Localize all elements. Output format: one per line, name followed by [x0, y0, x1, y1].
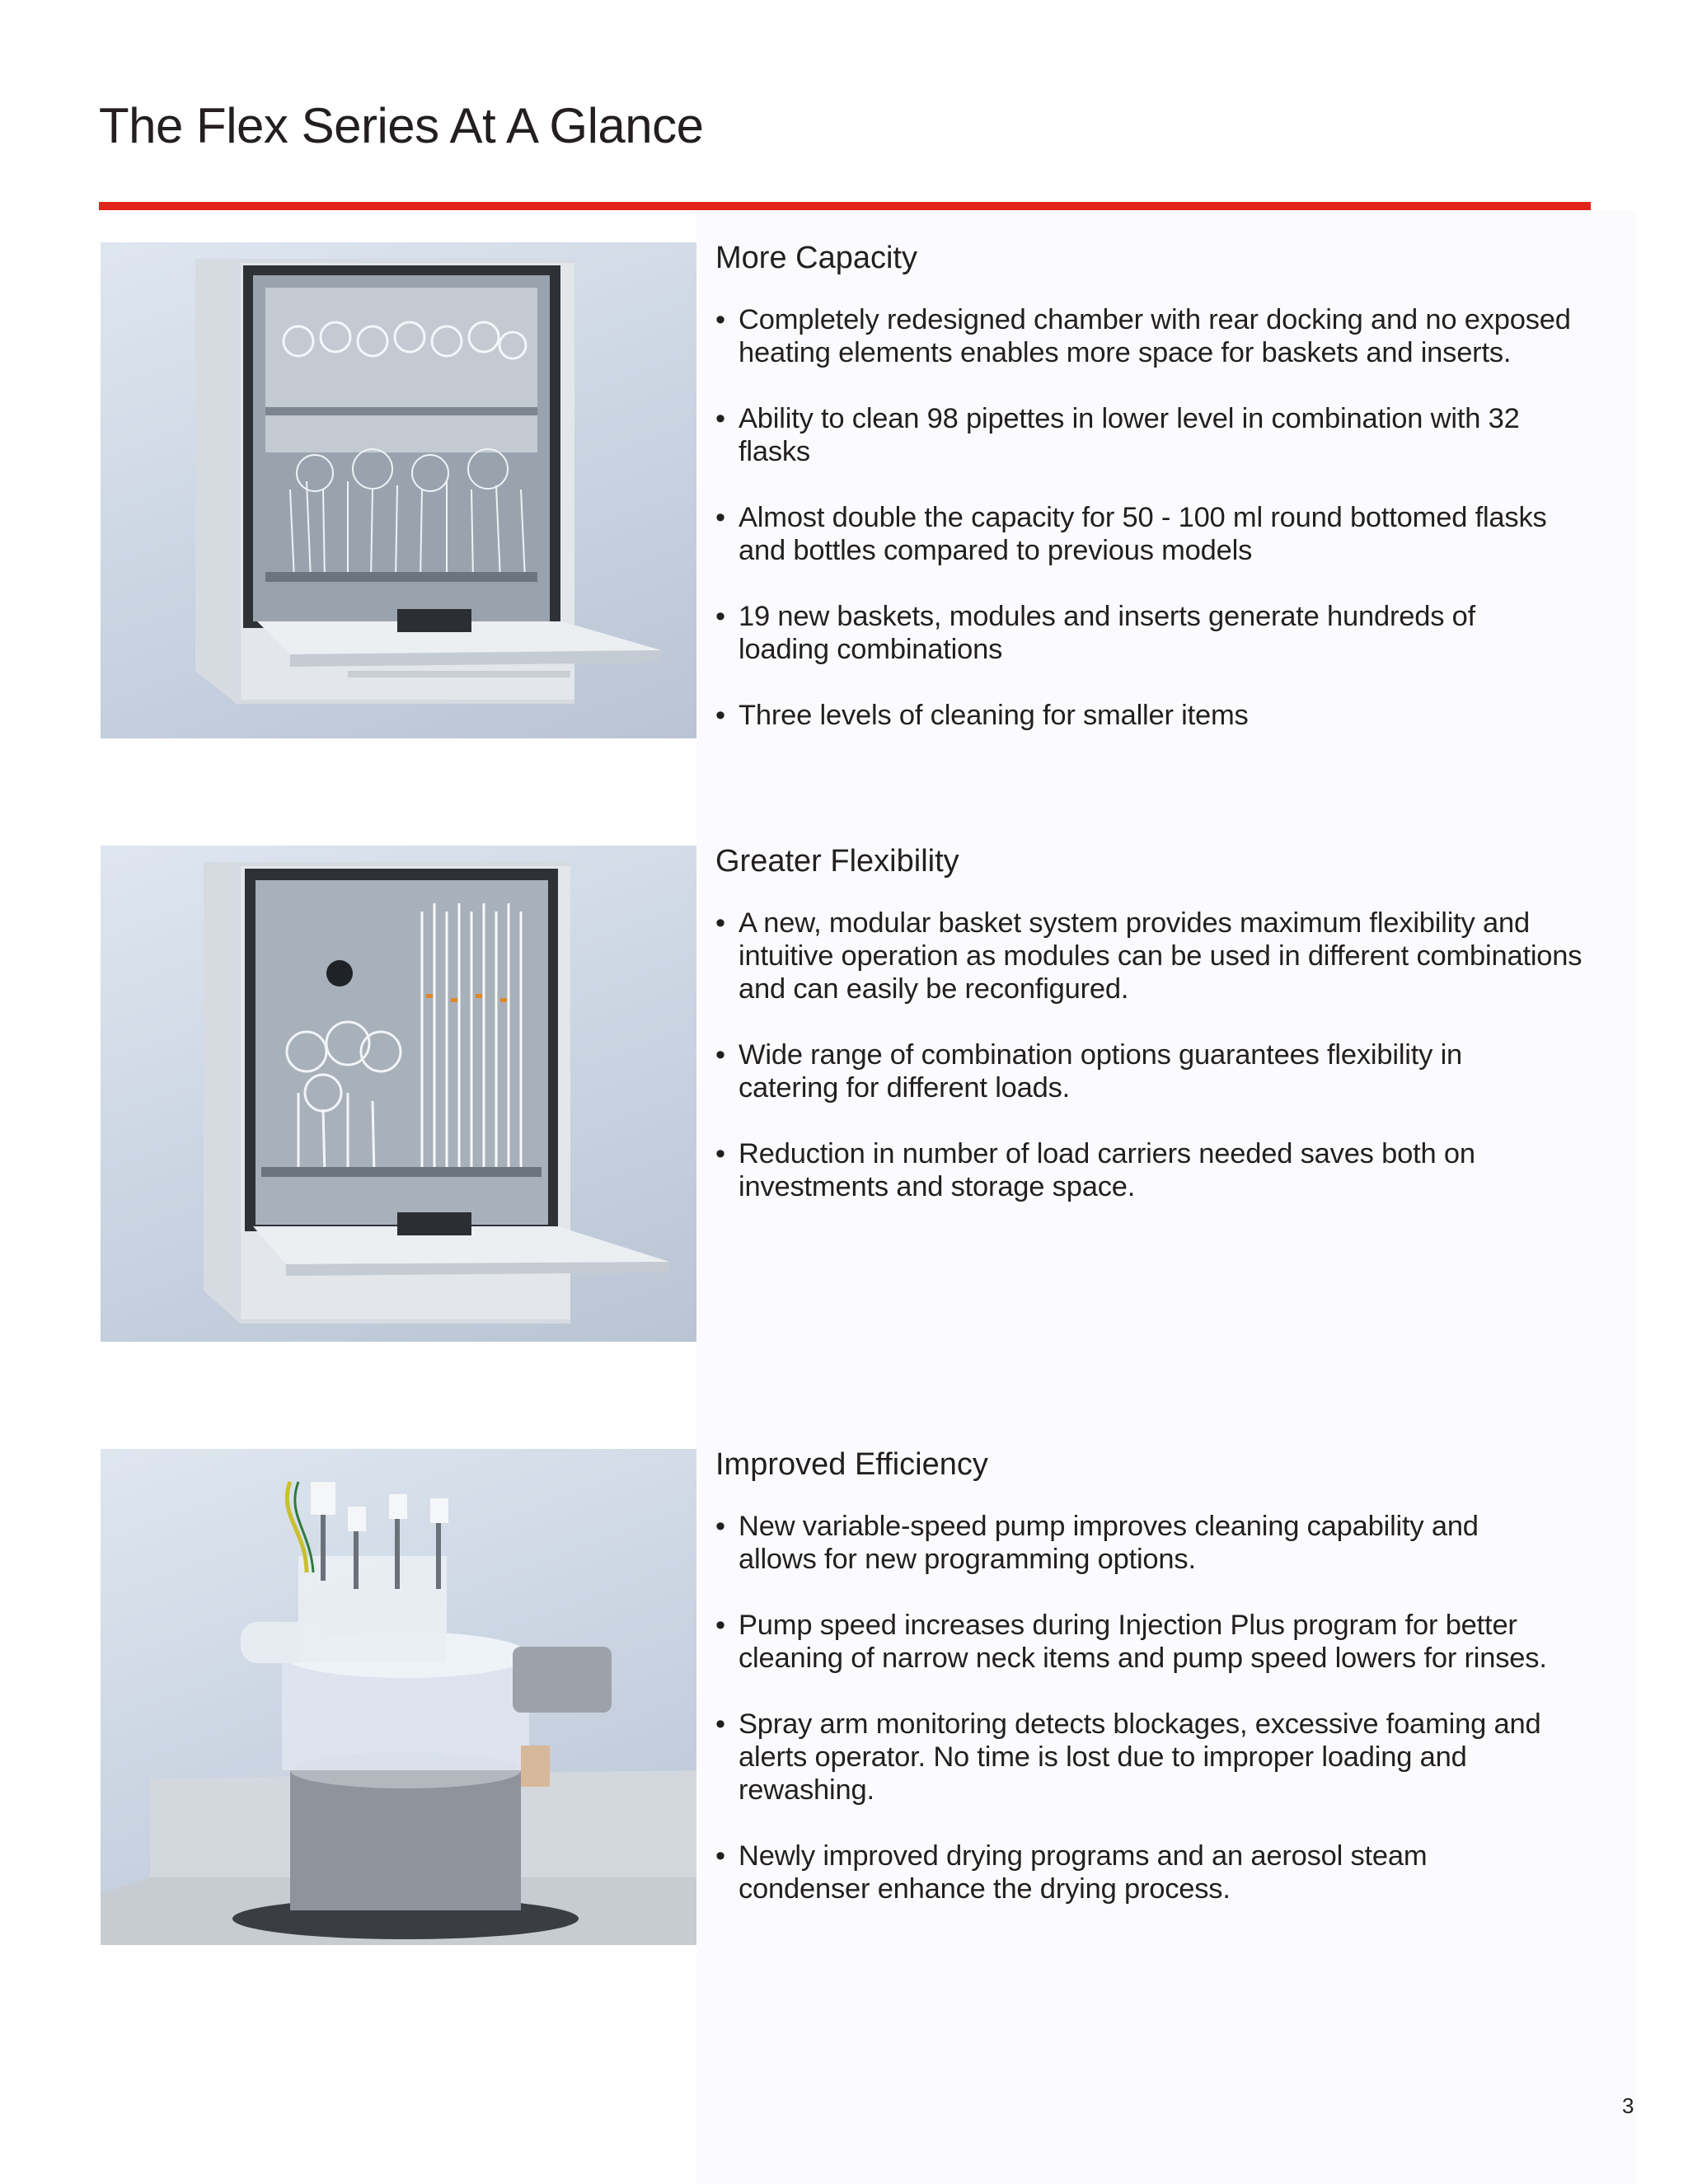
bullet-icon: • [715, 907, 725, 939]
bullet-list [715, 303, 1606, 732]
bullet-item: • Newly improved drying programs and an aerosol steam condenser enhance the drying process. [715, 1840, 1428, 1905]
bullet-icon: • [715, 1708, 725, 1740]
bullet-icon: • [715, 304, 725, 335]
bullet-item: • Wide range of combination options guarantees flexibility in catering for different loads. [715, 1039, 1463, 1104]
pump-illustration [101, 1449, 696, 1945]
bullet-icon: • [715, 1511, 725, 1542]
bullet-item: • 19 new baskets, modules and inserts generate hundreds of loading combinations [715, 601, 1476, 665]
bullet-item: • Spray arm monitoring detects blockages, excessive foaming and alerts operator. No time is lost due to improper loading and rewashing. [715, 1708, 1541, 1806]
bullet-list [715, 1510, 1606, 1905]
bullet-icon: • [715, 1840, 725, 1872]
section-title: Improved Efficiency [715, 1447, 988, 1482]
bullet-item: • New variable-speed pump improves cleaning capability and allows for new programming options. [715, 1511, 1479, 1575]
bullet-icon: • [715, 1610, 725, 1641]
bullet-icon: • [715, 1039, 725, 1071]
lab-washer-modular-basket-photo [101, 846, 696, 1342]
bullet-icon: • [715, 403, 725, 434]
bullet-item: • Pump speed increases during Injection Plus program for better cleaning of narrow neck items and pump speed lowers for rinses. [715, 1610, 1547, 1674]
bullet-icon: • [715, 1138, 725, 1169]
lab-washer-glassware-photo [101, 242, 696, 738]
page-number: 3 [1622, 2093, 1634, 2118]
section-title: More Capacity [715, 241, 917, 275]
feature-text [715, 1449, 1606, 1938]
bullet-list [715, 907, 1606, 1203]
variable-speed-pump-photo [101, 1449, 696, 1945]
bullet-icon: • [715, 601, 725, 632]
section-title: Greater Flexibility [715, 844, 959, 879]
bullet-item: • Three levels of cleaning for smaller items [715, 700, 1249, 731]
page-title: The Flex Series At A Glance [99, 98, 704, 153]
bullet-item: • Ability to clean 98 pipettes in lower level in combination with 32 flasks [715, 403, 1520, 467]
feature-text [715, 846, 1606, 1236]
bullet-item: • Almost double the capacity for 50 - 100 ml round bottomed flasks and bottles compared to previous models [715, 502, 1547, 566]
feature-text [715, 242, 1606, 765]
bullet-icon: • [715, 502, 725, 533]
bullet-item: • Completely redesigned chamber with rear docking and no exposed heating elements enables more space for baskets and inserts. [715, 304, 1571, 368]
bullet-item: • Reduction in number of load carriers needed saves both on investments and storage space. [715, 1138, 1475, 1202]
washer-illustration [101, 846, 696, 1342]
bullet-item: • A new, modular basket system provides maximum flexibility and intuitive operation as modules can be used in different combinations and can easily be reconfigured. [715, 907, 1582, 1005]
title-divider [99, 202, 1591, 210]
bullet-icon: • [715, 700, 725, 731]
washer-illustration [101, 242, 696, 738]
